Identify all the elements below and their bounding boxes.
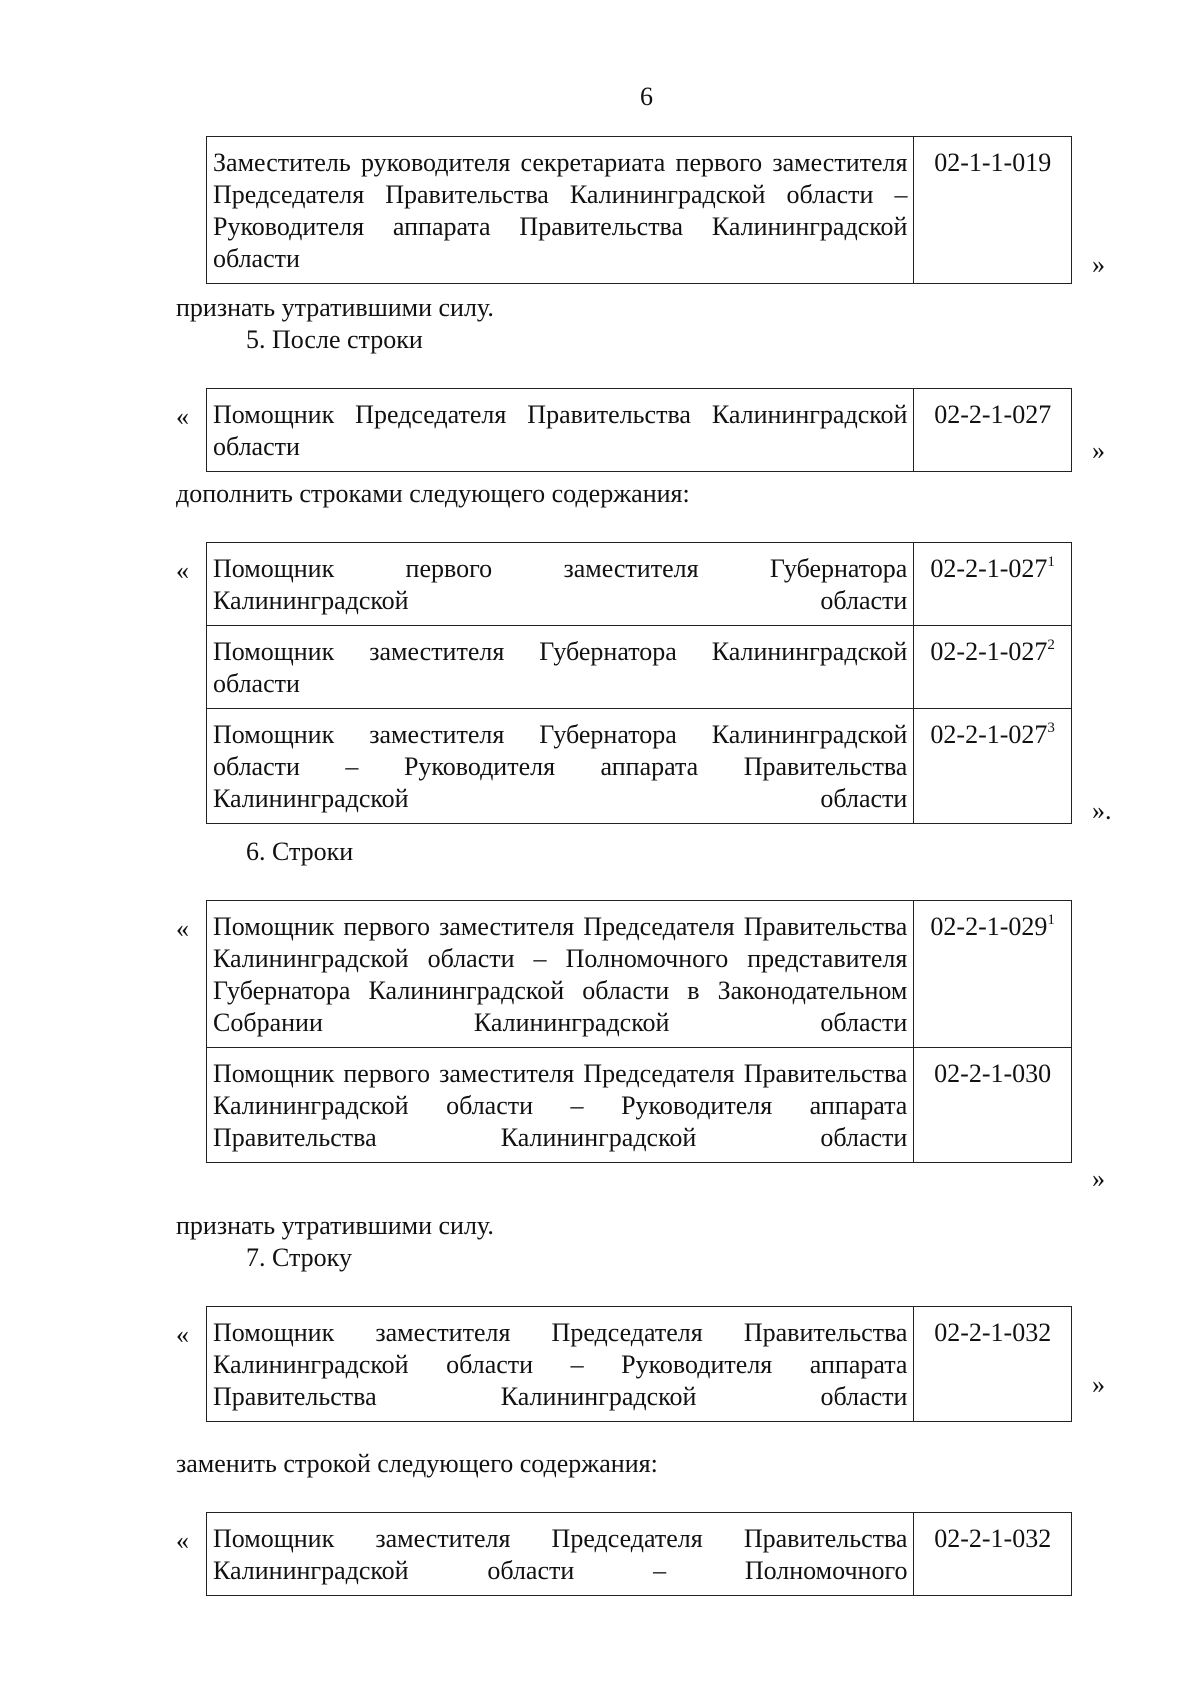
table-row bbox=[207, 543, 1072, 626]
code-text: 02-2-1-027 bbox=[930, 554, 1048, 583]
table-repealed-rows bbox=[206, 900, 1072, 1163]
table-row bbox=[207, 901, 1072, 1048]
code-superscript: 2 bbox=[1047, 637, 1055, 653]
code-superscript: 3 bbox=[1047, 720, 1055, 736]
open-quote: « bbox=[176, 1320, 189, 1349]
table-replaced-row bbox=[206, 1306, 1072, 1422]
table-new-row bbox=[206, 1512, 1072, 1596]
table-row bbox=[207, 137, 1072, 284]
position-name: Помощник заместителя Председателя Правительства Калининградской области – Полномочного bbox=[207, 1513, 914, 1596]
close-quote: » bbox=[1092, 436, 1105, 465]
open-quote: « bbox=[176, 402, 189, 431]
position-name: Помощник первого заместителя Председателя Правительства Калининградской области – Руководителя аппарата Правительства Калининградской области bbox=[207, 1048, 914, 1163]
open-quote: « bbox=[176, 914, 189, 943]
table-row bbox=[207, 1048, 1072, 1163]
position-code: 02-2-1-032 bbox=[914, 1307, 1072, 1422]
position-name: Помощник Председателя Правительства Калининградской области bbox=[207, 389, 914, 472]
position-code bbox=[914, 709, 1072, 824]
position-name: Помощник заместителя Губернатора Калининградской области – Руководителя аппарата Правительства Калининградской области bbox=[207, 709, 914, 824]
position-code: 02-2-1-032 bbox=[914, 1513, 1072, 1596]
close-quote: » bbox=[1092, 1370, 1105, 1399]
code-superscript: 1 bbox=[1047, 912, 1055, 928]
position-code: 02-2-1-027 bbox=[914, 389, 1072, 472]
code-text: 02-2-1-027 bbox=[930, 637, 1048, 666]
close-quote: » bbox=[1092, 250, 1105, 279]
paragraph-repeal: признать утратившими силу. bbox=[176, 293, 494, 322]
close-quote: ». bbox=[1092, 796, 1112, 825]
code-text: 02-2-1-029 bbox=[930, 912, 1048, 941]
paragraph-repeal-2: признать утратившими силу. bbox=[176, 1211, 494, 1240]
position-name: Помощник первого заместителя Губернатора Калининградской области bbox=[207, 543, 914, 626]
position-code bbox=[914, 543, 1072, 626]
table-row bbox=[207, 626, 1072, 709]
position-name: Заместитель руководителя секретариата первого заместителя Председателя Правительства Калининградской области – Руководителя аппарата Правительства Калининградской области bbox=[207, 137, 914, 284]
position-name: Помощник первого заместителя Председателя Правительства Калининградской области – Полномочного представителя Губернатора Калининградской области в Законодательном Собрании Калининградской области bbox=[207, 901, 914, 1048]
code-superscript: 1 bbox=[1047, 554, 1055, 570]
paragraph-supplement: дополнить строками следующего содержания: bbox=[176, 479, 690, 508]
position-name: Помощник заместителя Председателя Правительства Калининградской области – Руководителя аппарата Правительства Калининградской области bbox=[207, 1307, 914, 1422]
table-row bbox=[207, 1513, 1072, 1596]
paragraph-item-6: 6. Строки bbox=[246, 837, 354, 866]
paragraph-replace: заменить строкой следующего содержания: bbox=[176, 1449, 658, 1478]
table-added-rows bbox=[206, 542, 1072, 824]
table-after-row bbox=[206, 388, 1072, 472]
open-quote: « bbox=[176, 556, 189, 585]
paragraph-item-5: 5. После строки bbox=[246, 325, 423, 354]
table-repealed-rows-top bbox=[206, 136, 1072, 284]
code-text: 02-2-1-027 bbox=[930, 720, 1048, 749]
position-code bbox=[914, 901, 1072, 1048]
table-row bbox=[207, 1307, 1072, 1422]
close-quote: » bbox=[1092, 1164, 1105, 1193]
open-quote: « bbox=[176, 1526, 189, 1555]
page-number: 6 bbox=[640, 82, 653, 111]
table-row bbox=[207, 389, 1072, 472]
position-code: 02-2-1-030 bbox=[914, 1048, 1072, 1163]
paragraph-item-7: 7. Строку bbox=[246, 1243, 352, 1272]
position-name: Помощник заместителя Губернатора Калининградской области bbox=[207, 626, 914, 709]
position-code bbox=[914, 626, 1072, 709]
position-code: 02-1-1-019 bbox=[914, 137, 1072, 284]
table-row bbox=[207, 709, 1072, 824]
